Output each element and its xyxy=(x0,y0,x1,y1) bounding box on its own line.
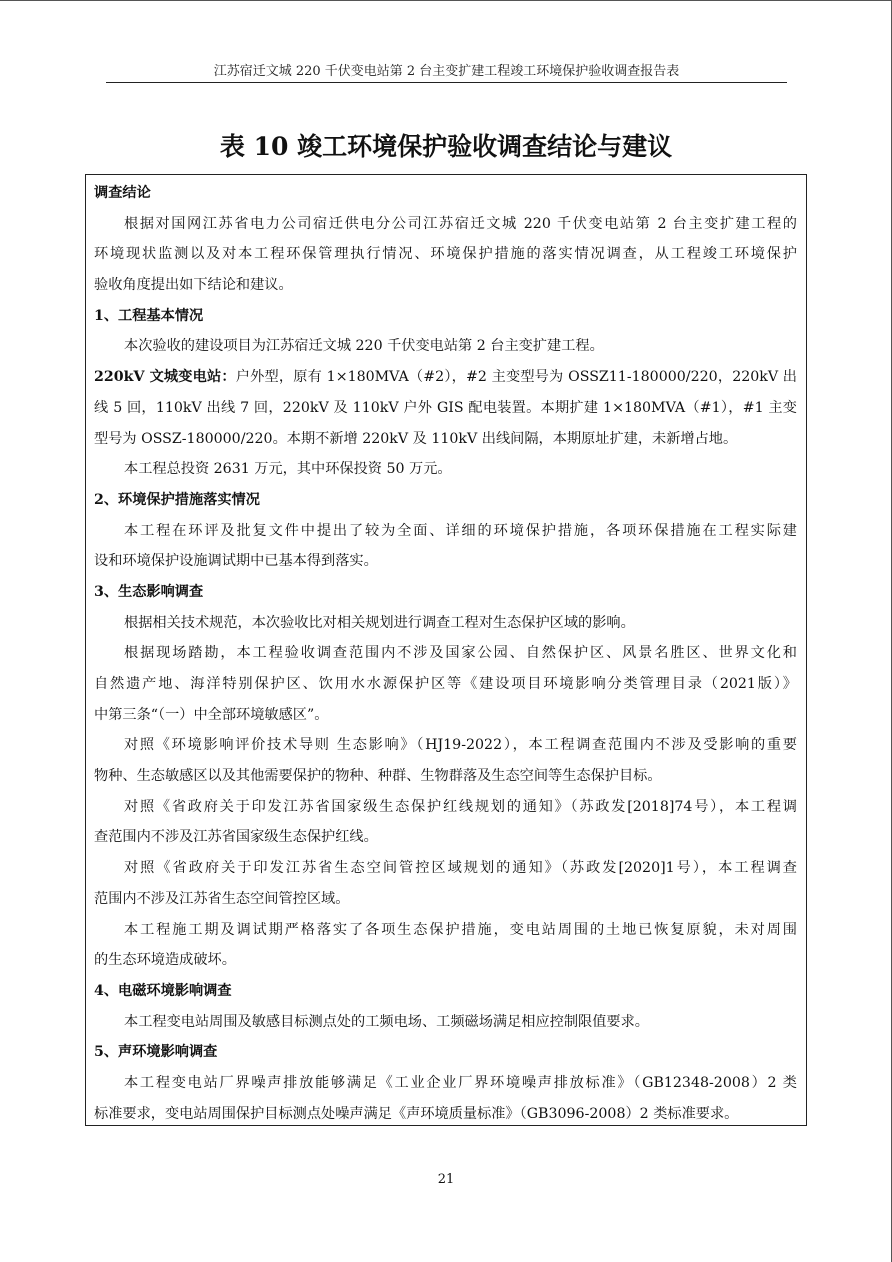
ecology-line: 对照《省政府关于印发江苏省国家级生态保护红线规划的通知》（苏政发[2018]74号），本工程调 xyxy=(124,798,797,815)
section-heading: 3、生态影响调查 xyxy=(94,583,204,600)
ecology-line: 物种、生态敏感区以及其他需要保护的物种、种群、生物群落及生态空间等生态保护目标。 xyxy=(94,768,662,785)
em-line: 本工程变电站周围及敏感目标测点处的工频电场、工频磁场满足相应控制限值要求。 xyxy=(124,1013,649,1030)
ecology-line: 本工程施工期及调试期严格落实了各项生态保护措施，变电站周围的土地已恢复原貌，未对周围 xyxy=(124,921,797,938)
running-header: 江苏宿迁文城 220 千伏变电站第 2 台主变扩建工程竣工环境保护验收调查报告表 xyxy=(213,64,680,79)
investment-line: 本工程总投资 2631 万元，其中环保投资 50 万元。 xyxy=(124,461,452,478)
ecology-line: 范围内不涉及江苏省生态空间管控区域。 xyxy=(94,890,350,907)
station-line xyxy=(94,362,797,393)
ecology-line: 对照《环境影响评价技术导则 生态影响》（HJ19-2022），本工程调查范围内不涉及受影响的重要 xyxy=(124,737,797,754)
header-rule xyxy=(106,82,787,83)
project-line: 本次验收的建设项目为江苏宿迁文城 220 千伏变电站第 2 台主变扩建工程。 xyxy=(124,338,604,355)
intro-line: 验收角度提出如下结论和建议。 xyxy=(94,277,293,294)
measures-line: 本工程在环评及批复文件中提出了较为全面、详细的环境保护措施，各项环保措施在工程实际建 xyxy=(124,522,797,539)
section-heading: 4、电磁环境影响调查 xyxy=(94,982,232,999)
conclusion-table xyxy=(85,174,807,1126)
ecology-line: 根据现场踏勘，本工程验收调查范围内不涉及国家公园、自然保护区、风景名胜区、世界文化和 xyxy=(124,645,797,662)
conclusion-heading: 调查结论 xyxy=(94,185,151,201)
section-heading: 5、声环境影响调查 xyxy=(94,1044,218,1061)
noise-line: 标准要求，变电站周围保护目标测点处噪声满足《声环境质量标准》（GB3096-2008）2 类标准要求。 xyxy=(94,1105,739,1122)
table-title: 表 10 竣工环境保护验收调查结论与建议 xyxy=(219,132,673,161)
station-line: 型号为 OSSZ-180000/220。本期不新增 220kV 及 110kV 出线间隔，本期原址扩建，未新增占地。 xyxy=(94,430,738,447)
measures-line: 设和环境保护设施调试期中已基本得到落实。 xyxy=(94,553,378,570)
page-top-border xyxy=(0,0,892,1)
section-heading: 2、环境保护措施落实情况 xyxy=(94,491,260,508)
noise-line: 本工程变电站厂界噪声排放能够满足《工业企业厂界环境噪声排放标准》（GB12348-2008）2 类 xyxy=(124,1074,797,1091)
station-label: 220kV 文城变电站： xyxy=(94,369,236,386)
ecology-line: 中第三条“（一）中全部环境敏感区”。 xyxy=(94,706,329,723)
ecology-line: 自然遗产地、海洋特别保护区、饮用水水源保护区等《建设项目环境影响分类管理目录（2021版）》 xyxy=(94,676,797,692)
ecology-line: 对照《省政府关于印发江苏省生态空间管控区域规划的通知》（苏政发[2020]1号），本工程调查 xyxy=(124,860,797,877)
ecology-line: 查范围内不涉及江苏省国家级生态保护红线。 xyxy=(94,829,378,846)
ecology-line: 根据相关技术规范，本次验收比对相关规划进行调查工程对生态保护区域的影响。 xyxy=(124,614,635,631)
intro-line: 根据对国网江苏省电力公司宿迁供电分公司江苏宿迁文城 220 千伏变电站第 2 台主变扩建工程的 xyxy=(124,215,797,232)
page-number: 21 xyxy=(437,1172,455,1187)
section-heading: 1、工程基本情况 xyxy=(94,307,204,324)
station-text: 户外型，原有 1×180MVA（#2），#2 主变型号为 OSSZ11-180000/220，220kV 出 xyxy=(235,369,797,386)
station-line: 线 5 回，110kV 出线 7 回，220kV 及 110kV 户外 GIS 配电装置。本期扩建 1×180MVA（#1），#1 主变 xyxy=(94,399,797,416)
intro-line: 环境现状监测以及对本工程环保管理执行情况、环境保护措施的落实情况调查，从工程竣工环境保护 xyxy=(94,246,797,263)
ecology-line: 的生态环境造成破坏。 xyxy=(94,952,236,969)
